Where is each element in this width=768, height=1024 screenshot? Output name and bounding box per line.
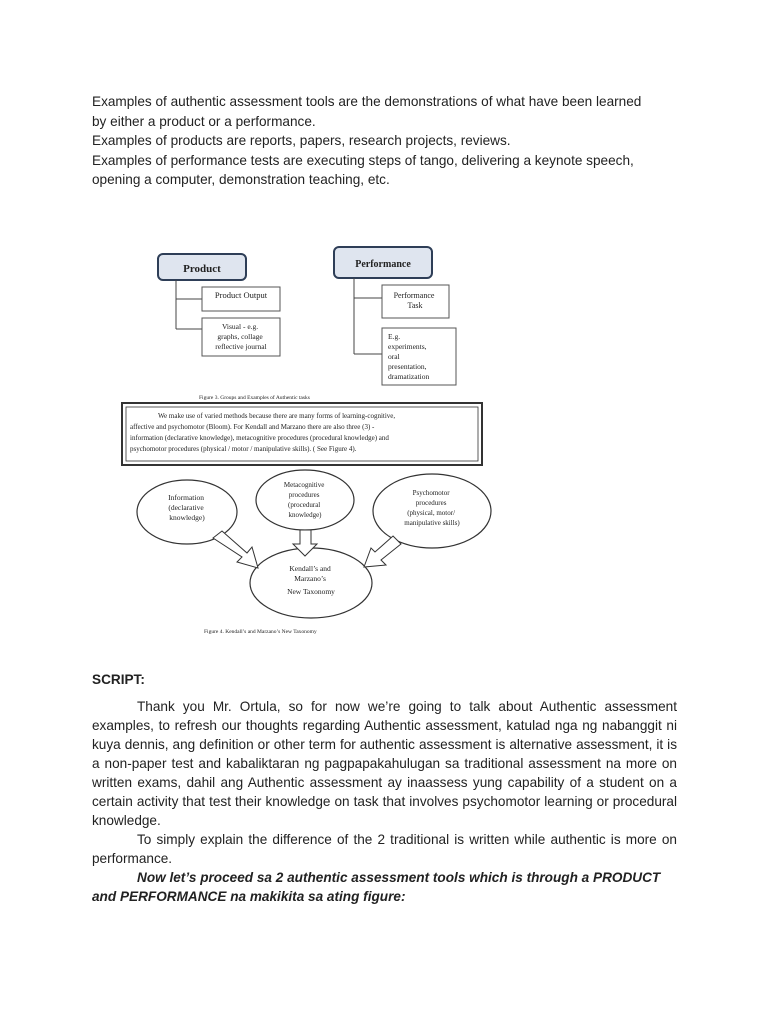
- figure3-caption: Figure 3. Groups and Examples of Authentic tasks: [199, 395, 310, 401]
- script-paragraph: Thank you Mr. Ortula, so for now we’re going to talk about Authentic assessment examples, to refresh our thoughts regarding Authentic assessment, katulad nga ng nabanggit ni kuya dennis, ang definition or other term for authentic assessment is alternative assessment, it is a non-paper test and kabaliktaran ng pagpapakahulugan sa traditional assessment na more on written exams, dahil ang Authentic assessment ay inaassess yung capability of a student on a certain activity that test their knowledge on task that involves psychomotor learning or procedural knowledge.: [92, 699, 677, 828]
- script-emphasis: Now let’s proceed sa 2 authentic assessment tools which is through a PRODUCT and PERFORMANCE na makikita sa ating figure:: [92, 870, 661, 904]
- intro-line: Examples of authentic assessment tools are the demonstrations of what have been learned by either a product or a performance.: [92, 94, 642, 129]
- performance-task-label: Performance Task: [393, 291, 435, 310]
- performance-title: Performance: [355, 259, 411, 270]
- information-label: Information (declarative knowledge): [168, 493, 205, 522]
- figure4-caption: Figure 4. Kendall’s and Marzano’s New Taxonomy: [204, 629, 317, 635]
- script-paragraph: To simply explain the difference of the 2 traditional is written while authentic is more on performance.: [92, 832, 677, 866]
- psychomotor-label: Psychomotor procedures (physical, motor/ manipulative skills): [404, 489, 460, 527]
- performance-connector: [354, 278, 382, 354]
- product-connector: [176, 280, 202, 329]
- metacognitive-ellipse: [256, 470, 354, 530]
- arrow-psychomotor: [364, 536, 401, 567]
- examples-label: E.g. experiments, oral presentation, dramatization: [388, 332, 430, 381]
- taxonomy-ellipse: [250, 548, 372, 618]
- script-section: [92, 670, 677, 906]
- product-title: Product: [183, 263, 221, 275]
- taxonomy-label: Kendall’s and Marzano’s New Taxonomy: [287, 564, 335, 596]
- intro-line: Examples of performance tests are executing steps of tango, delivering a keynote speech, opening a computer, demonstration teaching, etc.: [92, 152, 634, 188]
- visual-label: Visual - e.g. graphs, collage reflective journal: [215, 322, 267, 351]
- metacognitive-label: Metacognitive procedures (procedural knowledge): [283, 481, 325, 519]
- textbox-text: We make use of varied methods because there are many forms of learning-cognitive, affective and psychomotor (Bloom). For Kendall and Marzano there are also three (3) - information (declarative knowledge), metacognitive procedures (procedural knowledge) and psychomotor procedures (physical / motor / manipulative skills). ( See Figure 4).: [130, 412, 396, 453]
- script-heading: SCRIPT:: [92, 672, 145, 687]
- intro-line: Examples of products are reports, papers, research projects, reviews.: [92, 133, 511, 149]
- arrow-information: [213, 531, 258, 568]
- product-output-label: Product Output: [214, 290, 268, 300]
